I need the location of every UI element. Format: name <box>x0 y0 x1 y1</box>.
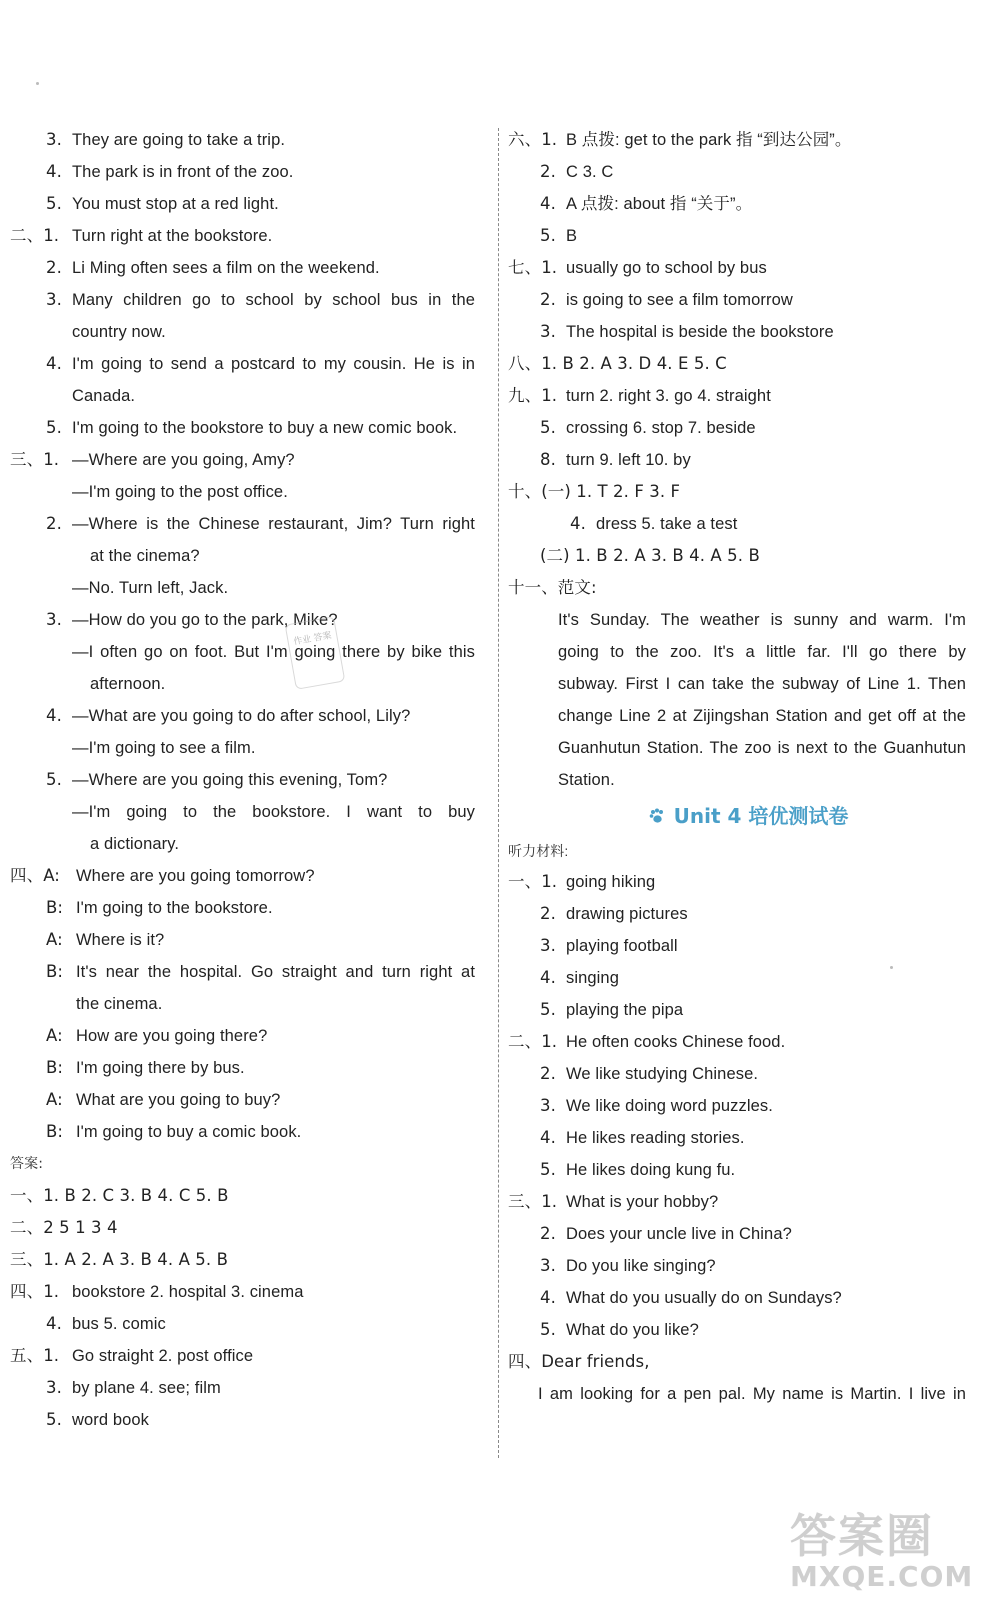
answer-line <box>508 412 988 444</box>
site-watermark-logo: 答案圈 MXQE.COM <box>790 1509 974 1593</box>
item-text: drawing pictures <box>566 905 688 923</box>
answer-line <box>10 1148 485 1180</box>
answer-line <box>10 540 485 572</box>
item-number: 4. <box>540 1128 556 1147</box>
item-number: 2. <box>46 514 62 533</box>
item-text: He likes reading stories. <box>566 1129 745 1147</box>
item-text: bus 5. comic <box>72 1315 166 1333</box>
item-number: 三、1. <box>10 450 60 469</box>
answer-line <box>508 476 988 508</box>
item-text: Canada. <box>72 387 136 405</box>
item-text: a dictionary. <box>90 835 180 853</box>
item-text: —What are you going to do after school, Lily? <box>72 707 411 725</box>
item-text: A 点拨: about 指 “关于”。 <box>566 195 753 213</box>
item-text: I am looking for a pen pal. My name is Martin. I live in <box>538 1385 966 1403</box>
answer-line <box>508 668 988 700</box>
answer-line <box>10 412 485 444</box>
item-text: Where is it? <box>76 931 165 949</box>
item-text: Station. <box>558 771 615 789</box>
item-number: B: <box>46 962 64 981</box>
answer-line <box>508 1282 988 1314</box>
unit-title-text: Unit 4 培优测试卷 <box>673 804 849 828</box>
answer-line <box>508 444 988 476</box>
item-text: —How do you go to the park, Mike? <box>72 611 338 629</box>
answer-line <box>10 1308 485 1340</box>
item-text: afternoon. <box>90 675 166 693</box>
answer-line <box>10 956 485 988</box>
item-text: bookstore 2. hospital 3. cinema <box>72 1283 304 1301</box>
item-text: B <box>566 227 578 245</box>
item-number: 4. <box>46 1314 62 1333</box>
item-text: It's Sunday. The weather is sunny and warm. I'm <box>558 611 966 629</box>
answer-line <box>10 700 485 732</box>
answer-line <box>508 1218 988 1250</box>
item-number: 二、1. <box>508 1032 558 1051</box>
item-text: They are going to take a trip. <box>72 131 286 149</box>
item-text: Do you like singing? <box>566 1257 716 1275</box>
scan-speck <box>36 82 39 85</box>
item-number: 5. <box>540 1320 556 1339</box>
item-text: The hospital is beside the bookstore <box>566 323 834 341</box>
answer-line <box>508 508 988 540</box>
item-text: We like doing word puzzles. <box>566 1097 773 1115</box>
answer-line <box>508 540 988 572</box>
answer-line <box>10 860 485 892</box>
answer-line <box>508 1186 988 1218</box>
answer-line <box>508 898 988 930</box>
answer-line <box>10 668 485 700</box>
answer-line <box>10 476 485 508</box>
item-number: B: <box>46 1122 64 1141</box>
item-text: He likes doing kung fu. <box>566 1161 736 1179</box>
answer-line <box>508 1314 988 1346</box>
item-number: 5. <box>540 418 556 437</box>
answer-line <box>10 636 485 668</box>
answer-line <box>508 1250 988 1282</box>
answer-line <box>508 1346 988 1378</box>
item-text: You must stop at a red light. <box>72 195 279 213</box>
item-number: 3. <box>46 610 62 629</box>
item-number: 8. <box>540 450 556 469</box>
answer-line <box>10 252 485 284</box>
item-number: 2. <box>540 1224 556 1243</box>
item-number: 一、1. <box>508 872 558 891</box>
item-number: 4. <box>540 194 556 213</box>
item-text: —I'm going to see a film. <box>72 739 256 757</box>
item-number: A: <box>46 1026 63 1045</box>
item-text: Many children go to school by school bus in the <box>72 291 475 309</box>
answer-line <box>10 188 485 220</box>
item-text: —Where is the Chinese restaurant, Jim? Turn right <box>72 515 475 533</box>
item-number: 5. <box>46 194 62 213</box>
unit4-listening-material <box>508 866 988 1410</box>
answer-line <box>10 924 485 956</box>
item-text: I'm going to send a postcard to my cousin. He is in <box>72 355 475 373</box>
item-number: 九、1. <box>508 386 558 405</box>
answer-line <box>508 124 988 156</box>
answer-line <box>10 988 485 1020</box>
answer-line <box>10 1372 485 1404</box>
answer-line <box>508 380 988 412</box>
item-number: 一、1. B 2. C 3. B 4. C 5. B <box>10 1186 229 1205</box>
item-number: 答案: <box>10 1156 44 1172</box>
item-text: singing <box>566 969 619 987</box>
item-number: 十一、范文: <box>508 578 597 597</box>
item-number: 4. <box>46 354 62 373</box>
item-text: —Where are you going this evening, Tom? <box>72 771 388 789</box>
item-number: 3. <box>540 936 556 955</box>
item-number: 3. <box>46 290 62 309</box>
item-number: 五、1. <box>10 1346 60 1365</box>
listening-label: 听力材料: <box>508 843 569 859</box>
answer-line <box>10 604 485 636</box>
item-number: 5. <box>540 226 556 245</box>
answer-line <box>508 732 988 764</box>
item-text: What are you going to buy? <box>76 1091 281 1109</box>
answer-line <box>10 1020 485 1052</box>
item-text: I'm going there by bus. <box>76 1059 245 1077</box>
item-number: 4. <box>540 1288 556 1307</box>
item-text: —I often go on foot. But I'm going there by bike this <box>72 643 475 661</box>
item-text: What is your hobby? <box>566 1193 719 1211</box>
item-text: We like studying Chinese. <box>566 1065 759 1083</box>
item-text: dress 5. take a test <box>596 515 738 533</box>
answer-line <box>508 188 988 220</box>
item-number: B: <box>46 1058 64 1077</box>
answer-line <box>508 866 988 898</box>
item-text: —I'm going to the post office. <box>72 483 288 501</box>
answer-line <box>10 1244 485 1276</box>
item-text: I'm going to the bookstore to buy a new comic book. <box>72 419 458 437</box>
item-text: playing football <box>566 937 678 955</box>
item-number: 3. <box>46 130 62 149</box>
item-text: How are you going there? <box>76 1027 268 1045</box>
column-divider <box>498 128 499 1458</box>
item-text: B 点拨: get to the park 指 “到达公园”。 <box>566 131 852 149</box>
item-text: Go straight 2. post office <box>72 1347 254 1365</box>
item-text: crossing 6. stop 7. beside <box>566 419 756 437</box>
answer-line <box>10 124 485 156</box>
item-number: 三、1. A 2. A 3. B 4. A 5. B <box>10 1250 229 1269</box>
item-number: (二) 1. B 2. A 3. B 4. A 5. B <box>540 546 760 565</box>
item-text: Guanhutun Station. The zoo is next to the Guanhutun <box>558 739 966 757</box>
item-number: 三、1. <box>508 1192 558 1211</box>
answer-line <box>10 380 485 412</box>
unit-title <box>508 796 988 836</box>
answer-line <box>508 156 988 188</box>
answer-line <box>10 284 485 316</box>
answer-line <box>10 1276 485 1308</box>
item-number: 4. <box>46 162 62 181</box>
answer-line <box>508 284 988 316</box>
item-text: subway. First I can take the subway of Line 1. Then <box>558 675 966 693</box>
answer-line <box>10 508 485 540</box>
answer-line <box>10 1180 485 1212</box>
item-text: —Where are you going, Amy? <box>72 451 295 469</box>
item-number: 四、A: <box>10 866 60 885</box>
item-number: 2. <box>540 162 556 181</box>
item-number: 2. <box>46 258 62 277</box>
item-number: 4. <box>46 706 62 725</box>
item-text: C 3. C <box>566 163 614 181</box>
item-number: 2. <box>540 1064 556 1083</box>
answer-line <box>10 1212 485 1244</box>
item-text: by plane 4. see; film <box>72 1379 221 1397</box>
item-text: The park is in front of the zoo. <box>72 163 294 181</box>
answer-line <box>508 252 988 284</box>
item-text: I'm going to the bookstore. <box>76 899 273 917</box>
answer-line <box>10 220 485 252</box>
answer-line <box>508 220 988 252</box>
item-text: going to the zoo. It's a little far. I'll go there by <box>558 643 966 661</box>
answer-line <box>508 1058 988 1090</box>
item-text: going hiking <box>566 873 656 891</box>
item-number: 5. <box>46 418 62 437</box>
item-text: —I'm going to the bookstore. I want to buy <box>72 803 475 821</box>
item-number: 3. <box>540 1096 556 1115</box>
answer-line <box>508 962 988 994</box>
item-text: country now. <box>72 323 166 341</box>
answer-line <box>10 316 485 348</box>
answer-line <box>10 1084 485 1116</box>
answer-line <box>508 604 988 636</box>
item-number: 六、1. <box>508 130 558 149</box>
answer-line <box>508 572 988 604</box>
stamp: 作业 答案 <box>285 616 346 690</box>
item-number: 5. <box>46 1410 62 1429</box>
item-number: A: <box>46 1090 63 1109</box>
answer-line <box>10 732 485 764</box>
item-text: It's near the hospital. Go straight and turn right at <box>76 963 475 981</box>
answer-line <box>10 892 485 924</box>
item-number: 十、(一) 1. T 2. F 3. F <box>508 482 681 501</box>
item-number: 5. <box>540 1000 556 1019</box>
item-text: turn 9. left 10. by <box>566 451 691 469</box>
item-number: 2. <box>540 904 556 923</box>
answer-line <box>10 1404 485 1436</box>
answer-line <box>10 156 485 188</box>
unit3-answers-continued <box>508 124 988 796</box>
item-number: 4. <box>540 968 556 987</box>
item-number: 3. <box>540 322 556 341</box>
answer-line <box>508 700 988 732</box>
answer-line <box>10 572 485 604</box>
answer-line <box>10 796 485 828</box>
left-column <box>10 124 485 1436</box>
answer-line <box>508 316 988 348</box>
item-text: Does your uncle live in China? <box>566 1225 792 1243</box>
item-number: 四、1. <box>10 1282 60 1301</box>
item-number: A: <box>46 930 63 949</box>
right-column <box>508 124 988 1410</box>
answer-line <box>508 994 988 1026</box>
answer-line <box>508 764 988 796</box>
item-number: 4. <box>570 514 586 533</box>
item-number: B: <box>46 898 64 917</box>
item-number: 四、Dear friends, <box>508 1352 650 1371</box>
item-number: 2. <box>540 290 556 309</box>
item-text: is going to see a film tomorrow <box>566 291 793 309</box>
item-number: 5. <box>46 770 62 789</box>
paw-icon <box>648 796 666 836</box>
item-text: I'm going to buy a comic book. <box>76 1123 302 1141</box>
item-text: word book <box>72 1411 150 1429</box>
item-number: 二、1. <box>10 226 60 245</box>
answer-line <box>10 828 485 860</box>
answer-line <box>10 1116 485 1148</box>
item-text: turn 2. right 3. go 4. straight <box>566 387 771 405</box>
item-text: Turn right at the bookstore. <box>72 227 273 245</box>
answer-line <box>10 1052 485 1084</box>
item-text: at the cinema? <box>90 547 200 565</box>
item-text: Li Ming often sees a film on the weekend. <box>72 259 380 277</box>
item-text: Where are you going tomorrow? <box>76 867 315 885</box>
answer-line <box>10 1340 485 1372</box>
answer-line <box>508 1090 988 1122</box>
item-text: usually go to school by bus <box>566 259 767 277</box>
item-text: —No. Turn left, Jack. <box>72 579 229 597</box>
answer-line <box>508 636 988 668</box>
answer-line <box>508 930 988 962</box>
item-number: 3. <box>46 1378 62 1397</box>
item-text: the cinema. <box>76 995 163 1013</box>
item-text: change Line 2 at Zijingshan Station and get off at the <box>558 707 966 725</box>
answer-line <box>508 348 988 380</box>
item-text: playing the pipa <box>566 1001 684 1019</box>
answer-line <box>10 348 485 380</box>
item-number: 二、2 5 1 3 4 <box>10 1218 118 1237</box>
answer-line <box>10 444 485 476</box>
item-text: What do you usually do on Sundays? <box>566 1289 842 1307</box>
answer-line <box>508 1026 988 1058</box>
item-number: 八、1. B 2. A 3. D 4. E 5. C <box>508 354 727 373</box>
answer-line <box>10 764 485 796</box>
item-text: He often cooks Chinese food. <box>566 1033 786 1051</box>
answer-line <box>508 1378 988 1410</box>
item-number: 七、1. <box>508 258 558 277</box>
answer-line <box>508 1122 988 1154</box>
item-text: What do you like? <box>566 1321 699 1339</box>
answer-line <box>508 1154 988 1186</box>
item-number: 5. <box>540 1160 556 1179</box>
item-number: 3. <box>540 1256 556 1275</box>
